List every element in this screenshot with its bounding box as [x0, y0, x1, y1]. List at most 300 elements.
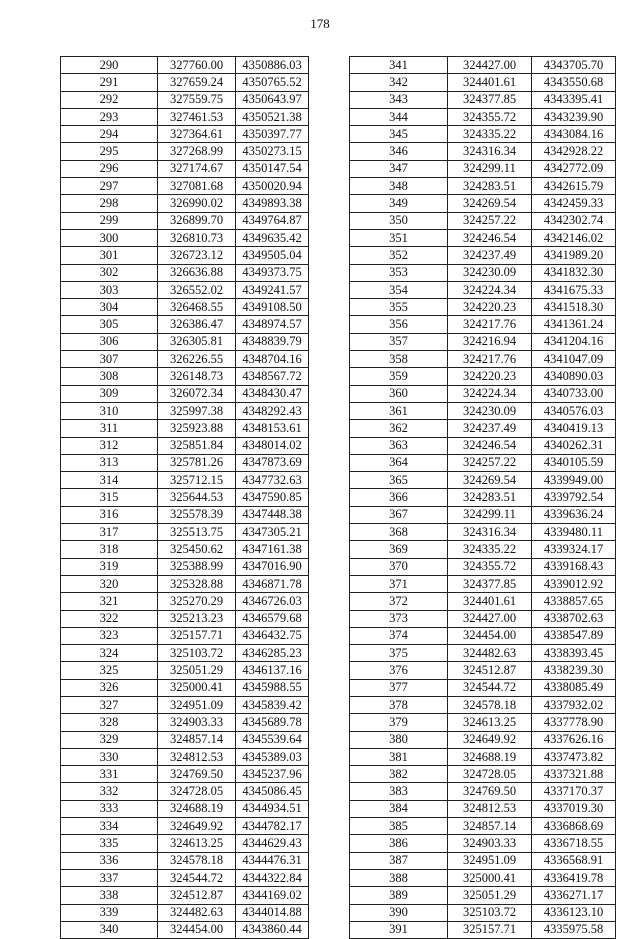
point-number-cell: 356 [350, 316, 448, 333]
y-coordinate-cell: 4336419.78 [532, 869, 616, 886]
table-row [350, 74, 616, 91]
table-row [350, 385, 616, 402]
x-coordinate-cell: 324512.87 [448, 662, 532, 679]
x-coordinate-cell: 324427.00 [448, 610, 532, 627]
table-row [350, 714, 616, 731]
x-coordinate-cell: 326636.88 [158, 264, 236, 281]
y-coordinate-cell: 4345689.78 [236, 714, 309, 731]
y-coordinate-cell: 4342302.74 [532, 212, 616, 229]
table-row [61, 126, 309, 143]
point-number-cell: 342 [350, 74, 448, 91]
x-coordinate-cell: 325157.71 [448, 921, 532, 938]
table-row [350, 333, 616, 350]
x-coordinate-cell: 324299.11 [448, 160, 532, 177]
point-number-cell: 336 [61, 852, 158, 869]
x-coordinate-cell: 324769.50 [158, 766, 236, 783]
table-row [61, 195, 309, 212]
point-number-cell: 291 [61, 74, 158, 91]
point-number-cell: 308 [61, 368, 158, 385]
x-coordinate-cell: 324951.09 [158, 696, 236, 713]
x-coordinate-cell: 326899.70 [158, 212, 236, 229]
point-number-cell: 334 [61, 818, 158, 835]
table-row [350, 316, 616, 333]
point-number-cell: 341 [350, 57, 448, 74]
point-number-cell: 323 [61, 627, 158, 644]
x-coordinate-cell: 324427.00 [448, 57, 532, 74]
point-number-cell: 380 [350, 731, 448, 748]
y-coordinate-cell: 4346871.78 [236, 575, 309, 592]
point-number-cell: 314 [61, 472, 158, 489]
y-coordinate-cell: 4339949.00 [532, 472, 616, 489]
x-coordinate-cell: 324454.00 [158, 921, 236, 938]
x-coordinate-cell: 325781.26 [158, 454, 236, 471]
point-number-cell: 377 [350, 679, 448, 696]
y-coordinate-cell: 4348974.57 [236, 316, 309, 333]
x-coordinate-cell: 324903.33 [448, 835, 532, 852]
y-coordinate-cell: 4340576.03 [532, 402, 616, 419]
y-coordinate-cell: 4350886.03 [236, 57, 309, 74]
x-coordinate-cell: 324217.76 [448, 351, 532, 368]
y-coordinate-cell: 4340262.31 [532, 437, 616, 454]
table-row [350, 921, 616, 938]
x-coordinate-cell: 324316.34 [448, 524, 532, 541]
y-coordinate-cell: 4349108.50 [236, 299, 309, 316]
table-row [350, 835, 616, 852]
table-row [350, 627, 616, 644]
table-body [350, 57, 616, 939]
point-number-cell: 369 [350, 541, 448, 558]
table-row [350, 351, 616, 368]
point-number-cell: 348 [350, 178, 448, 195]
point-number-cell: 381 [350, 748, 448, 765]
point-number-cell: 310 [61, 402, 158, 419]
table-row [61, 696, 309, 713]
y-coordinate-cell: 4349373.75 [236, 264, 309, 281]
table-row [350, 869, 616, 886]
point-number-cell: 367 [350, 506, 448, 523]
x-coordinate-cell: 326990.02 [158, 195, 236, 212]
table-row [350, 766, 616, 783]
x-coordinate-cell: 324246.54 [448, 229, 532, 246]
x-coordinate-cell: 324377.85 [448, 91, 532, 108]
x-coordinate-cell: 324220.23 [448, 299, 532, 316]
table-row [350, 247, 616, 264]
x-coordinate-cell: 324316.34 [448, 143, 532, 160]
x-coordinate-cell: 324482.63 [158, 904, 236, 921]
y-coordinate-cell: 4338393.45 [532, 645, 616, 662]
x-coordinate-cell: 326386.47 [158, 316, 236, 333]
point-number-cell: 325 [61, 662, 158, 679]
y-coordinate-cell: 4336718.55 [532, 835, 616, 852]
point-number-cell: 375 [350, 645, 448, 662]
x-coordinate-cell: 324377.85 [448, 575, 532, 592]
y-coordinate-cell: 4346137.16 [236, 662, 309, 679]
point-number-cell: 372 [350, 593, 448, 610]
x-coordinate-cell: 324224.34 [448, 281, 532, 298]
table-row [350, 575, 616, 592]
x-coordinate-cell: 324283.51 [448, 489, 532, 506]
table-row [350, 454, 616, 471]
table-row [61, 835, 309, 852]
x-coordinate-cell: 325712.15 [158, 472, 236, 489]
point-number-cell: 337 [61, 869, 158, 886]
y-coordinate-cell: 4341989.20 [532, 247, 616, 264]
y-coordinate-cell: 4342772.09 [532, 160, 616, 177]
y-coordinate-cell: 4339324.17 [532, 541, 616, 558]
table-row [61, 748, 309, 765]
x-coordinate-cell: 324355.72 [448, 108, 532, 125]
point-number-cell: 316 [61, 506, 158, 523]
point-number-cell: 293 [61, 108, 158, 125]
table-row [350, 783, 616, 800]
table-row [61, 420, 309, 437]
y-coordinate-cell: 4349764.87 [236, 212, 309, 229]
x-coordinate-cell: 325051.29 [448, 887, 532, 904]
point-number-cell: 296 [61, 160, 158, 177]
table-row [61, 852, 309, 869]
x-coordinate-cell: 326552.02 [158, 281, 236, 298]
table-row [350, 558, 616, 575]
point-number-cell: 358 [350, 351, 448, 368]
point-number-cell: 338 [61, 887, 158, 904]
table-row [61, 610, 309, 627]
x-coordinate-cell: 324355.72 [448, 558, 532, 575]
y-coordinate-cell: 4344014.88 [236, 904, 309, 921]
point-number-cell: 376 [350, 662, 448, 679]
y-coordinate-cell: 4348292.43 [236, 402, 309, 419]
y-coordinate-cell: 4347732.63 [236, 472, 309, 489]
x-coordinate-cell: 324544.72 [158, 869, 236, 886]
x-coordinate-cell: 327364.61 [158, 126, 236, 143]
point-number-cell: 353 [350, 264, 448, 281]
y-coordinate-cell: 4344322.84 [236, 869, 309, 886]
table-row [61, 74, 309, 91]
y-coordinate-cell: 4339168.43 [532, 558, 616, 575]
table-row [61, 506, 309, 523]
point-number-cell: 297 [61, 178, 158, 195]
y-coordinate-cell: 4350147.54 [236, 160, 309, 177]
x-coordinate-cell: 325157.71 [158, 627, 236, 644]
point-number-cell: 384 [350, 800, 448, 817]
y-coordinate-cell: 4337473.82 [532, 748, 616, 765]
y-coordinate-cell: 4349635.42 [236, 229, 309, 246]
x-coordinate-cell: 326810.73 [158, 229, 236, 246]
table-row [350, 610, 616, 627]
table-row [61, 368, 309, 385]
y-coordinate-cell: 4337932.02 [532, 696, 616, 713]
point-number-cell: 389 [350, 887, 448, 904]
table-row [61, 212, 309, 229]
table-row [61, 887, 309, 904]
table-row [350, 57, 616, 74]
table-row [61, 91, 309, 108]
point-number-cell: 324 [61, 645, 158, 662]
table-row [350, 108, 616, 125]
table-row [350, 489, 616, 506]
y-coordinate-cell: 4344476.31 [236, 852, 309, 869]
x-coordinate-cell: 324224.34 [448, 385, 532, 402]
y-coordinate-cell: 4340419.13 [532, 420, 616, 437]
x-coordinate-cell: 327760.00 [158, 57, 236, 74]
table-row [350, 524, 616, 541]
point-number-cell: 343 [350, 91, 448, 108]
table-row [350, 645, 616, 662]
y-coordinate-cell: 4350643.97 [236, 91, 309, 108]
y-coordinate-cell: 4343860.44 [236, 921, 309, 938]
y-coordinate-cell: 4343239.90 [532, 108, 616, 125]
x-coordinate-cell: 324269.54 [448, 195, 532, 212]
point-number-cell: 355 [350, 299, 448, 316]
table-row [61, 402, 309, 419]
x-coordinate-cell: 324649.92 [158, 818, 236, 835]
table-row [61, 316, 309, 333]
table-row [61, 385, 309, 402]
table-row [61, 524, 309, 541]
table-row [61, 800, 309, 817]
x-coordinate-cell: 324217.76 [448, 316, 532, 333]
table-row [61, 575, 309, 592]
y-coordinate-cell: 4343084.16 [532, 126, 616, 143]
point-number-cell: 391 [350, 921, 448, 938]
table-row [350, 402, 616, 419]
x-coordinate-cell: 325997.38 [158, 402, 236, 419]
table-row [350, 299, 616, 316]
table-row [61, 333, 309, 350]
x-coordinate-cell: 324401.61 [448, 593, 532, 610]
x-coordinate-cell: 325328.88 [158, 575, 236, 592]
table-row [61, 489, 309, 506]
x-coordinate-cell: 325513.75 [158, 524, 236, 541]
point-number-cell: 302 [61, 264, 158, 281]
point-number-cell: 300 [61, 229, 158, 246]
y-coordinate-cell: 4341518.30 [532, 299, 616, 316]
y-coordinate-cell: 4337626.16 [532, 731, 616, 748]
point-number-cell: 332 [61, 783, 158, 800]
x-coordinate-cell: 326723.12 [158, 247, 236, 264]
y-coordinate-cell: 4339012.92 [532, 575, 616, 592]
y-coordinate-cell: 4338085.49 [532, 679, 616, 696]
x-coordinate-cell: 324728.05 [158, 783, 236, 800]
x-coordinate-cell: 326148.73 [158, 368, 236, 385]
table-row [61, 731, 309, 748]
y-coordinate-cell: 4339480.11 [532, 524, 616, 541]
point-number-cell: 319 [61, 558, 158, 575]
y-coordinate-cell: 4340890.03 [532, 368, 616, 385]
x-coordinate-cell: 324812.53 [158, 748, 236, 765]
x-coordinate-cell: 325213.23 [158, 610, 236, 627]
y-coordinate-cell: 4345237.96 [236, 766, 309, 783]
point-number-cell: 322 [61, 610, 158, 627]
point-number-cell: 290 [61, 57, 158, 74]
point-number-cell: 311 [61, 420, 158, 437]
y-coordinate-cell: 4341204.16 [532, 333, 616, 350]
x-coordinate-cell: 324769.50 [448, 783, 532, 800]
point-number-cell: 366 [350, 489, 448, 506]
point-number-cell: 345 [350, 126, 448, 143]
point-number-cell: 307 [61, 351, 158, 368]
x-coordinate-cell: 326072.34 [158, 385, 236, 402]
point-number-cell: 354 [350, 281, 448, 298]
point-number-cell: 331 [61, 766, 158, 783]
point-number-cell: 340 [61, 921, 158, 938]
y-coordinate-cell: 4348014.02 [236, 437, 309, 454]
point-number-cell: 346 [350, 143, 448, 160]
y-coordinate-cell: 4337170.37 [532, 783, 616, 800]
table-row [61, 662, 309, 679]
x-coordinate-cell: 324257.22 [448, 454, 532, 471]
x-coordinate-cell: 327081.68 [158, 178, 236, 195]
y-coordinate-cell: 4343395.41 [532, 91, 616, 108]
y-coordinate-cell: 4342146.02 [532, 229, 616, 246]
point-number-cell: 364 [350, 454, 448, 471]
point-number-cell: 312 [61, 437, 158, 454]
y-coordinate-cell: 4347590.85 [236, 489, 309, 506]
table-row [350, 212, 616, 229]
table-row [350, 904, 616, 921]
point-number-cell: 344 [350, 108, 448, 125]
y-coordinate-cell: 4336271.17 [532, 887, 616, 904]
x-coordinate-cell: 324283.51 [448, 178, 532, 195]
x-coordinate-cell: 327559.75 [158, 91, 236, 108]
y-coordinate-cell: 4346726.03 [236, 593, 309, 610]
y-coordinate-cell: 4342928.22 [532, 143, 616, 160]
x-coordinate-cell: 325923.88 [158, 420, 236, 437]
x-coordinate-cell: 324335.22 [448, 126, 532, 143]
table-row [350, 472, 616, 489]
y-coordinate-cell: 4347305.21 [236, 524, 309, 541]
y-coordinate-cell: 4338547.89 [532, 627, 616, 644]
table-row [61, 247, 309, 264]
x-coordinate-cell: 324401.61 [448, 74, 532, 91]
x-coordinate-cell: 324613.25 [158, 835, 236, 852]
table-row [350, 91, 616, 108]
y-coordinate-cell: 4347448.38 [236, 506, 309, 523]
table-row [350, 662, 616, 679]
x-coordinate-cell: 324454.00 [448, 627, 532, 644]
y-coordinate-cell: 4350020.94 [236, 178, 309, 195]
point-number-cell: 298 [61, 195, 158, 212]
page-number: 178 [310, 16, 330, 31]
table-row [61, 437, 309, 454]
x-coordinate-cell: 324688.19 [158, 800, 236, 817]
table-row [350, 731, 616, 748]
point-number-cell: 292 [61, 91, 158, 108]
table-row [350, 541, 616, 558]
point-number-cell: 390 [350, 904, 448, 921]
table-row [61, 281, 309, 298]
point-number-cell: 357 [350, 333, 448, 350]
point-number-cell: 362 [350, 420, 448, 437]
point-number-cell: 328 [61, 714, 158, 731]
point-number-cell: 299 [61, 212, 158, 229]
y-coordinate-cell: 4341361.24 [532, 316, 616, 333]
y-coordinate-cell: 4341675.33 [532, 281, 616, 298]
x-coordinate-cell: 324216.94 [448, 333, 532, 350]
table-row [61, 178, 309, 195]
x-coordinate-cell: 324246.54 [448, 437, 532, 454]
y-coordinate-cell: 4349505.04 [236, 247, 309, 264]
table-row [61, 714, 309, 731]
table-row [61, 593, 309, 610]
table-row [350, 195, 616, 212]
table-row [350, 696, 616, 713]
point-number-cell: 359 [350, 368, 448, 385]
x-coordinate-cell: 325000.41 [448, 869, 532, 886]
point-number-cell: 327 [61, 696, 158, 713]
table-row [61, 645, 309, 662]
point-number-cell: 301 [61, 247, 158, 264]
x-coordinate-cell: 324299.11 [448, 506, 532, 523]
table-row [350, 800, 616, 817]
table-row [350, 818, 616, 835]
y-coordinate-cell: 4338857.65 [532, 593, 616, 610]
y-coordinate-cell: 4350397.77 [236, 126, 309, 143]
table-row [61, 143, 309, 160]
point-number-cell: 329 [61, 731, 158, 748]
point-number-cell: 303 [61, 281, 158, 298]
y-coordinate-cell: 4348567.72 [236, 368, 309, 385]
table-row [350, 126, 616, 143]
x-coordinate-cell: 324512.87 [158, 887, 236, 904]
y-coordinate-cell: 4345086.45 [236, 783, 309, 800]
table-row [350, 178, 616, 195]
y-coordinate-cell: 4337321.88 [532, 766, 616, 783]
y-coordinate-cell: 4347873.69 [236, 454, 309, 471]
x-coordinate-cell: 324230.09 [448, 402, 532, 419]
table-row [61, 472, 309, 489]
point-number-cell: 309 [61, 385, 158, 402]
point-number-cell: 363 [350, 437, 448, 454]
table-row [350, 437, 616, 454]
y-coordinate-cell: 4347016.90 [236, 558, 309, 575]
point-number-cell: 383 [350, 783, 448, 800]
point-number-cell: 295 [61, 143, 158, 160]
table-row [350, 229, 616, 246]
table-row [61, 57, 309, 74]
table-row [61, 229, 309, 246]
x-coordinate-cell: 324544.72 [448, 679, 532, 696]
y-coordinate-cell: 4348153.61 [236, 420, 309, 437]
x-coordinate-cell: 325644.53 [158, 489, 236, 506]
x-coordinate-cell: 327174.67 [158, 160, 236, 177]
table-row [61, 558, 309, 575]
x-coordinate-cell: 324237.49 [448, 247, 532, 264]
point-number-cell: 330 [61, 748, 158, 765]
table-row [61, 766, 309, 783]
table-row [350, 143, 616, 160]
x-coordinate-cell: 324613.25 [448, 714, 532, 731]
y-coordinate-cell: 4337778.90 [532, 714, 616, 731]
point-number-cell: 333 [61, 800, 158, 817]
point-number-cell: 371 [350, 575, 448, 592]
point-number-cell: 373 [350, 610, 448, 627]
y-coordinate-cell: 4344934.51 [236, 800, 309, 817]
y-coordinate-cell: 4343550.68 [532, 74, 616, 91]
point-number-cell: 318 [61, 541, 158, 558]
y-coordinate-cell: 4338702.63 [532, 610, 616, 627]
x-coordinate-cell: 324578.18 [158, 852, 236, 869]
coordinates-table-right [349, 56, 616, 939]
point-number-cell: 350 [350, 212, 448, 229]
point-number-cell: 304 [61, 299, 158, 316]
x-coordinate-cell: 327659.24 [158, 74, 236, 91]
table-row [61, 299, 309, 316]
point-number-cell: 320 [61, 575, 158, 592]
x-coordinate-cell: 324812.53 [448, 800, 532, 817]
y-coordinate-cell: 4344782.17 [236, 818, 309, 835]
x-coordinate-cell: 324482.63 [448, 645, 532, 662]
y-coordinate-cell: 4348430.47 [236, 385, 309, 402]
